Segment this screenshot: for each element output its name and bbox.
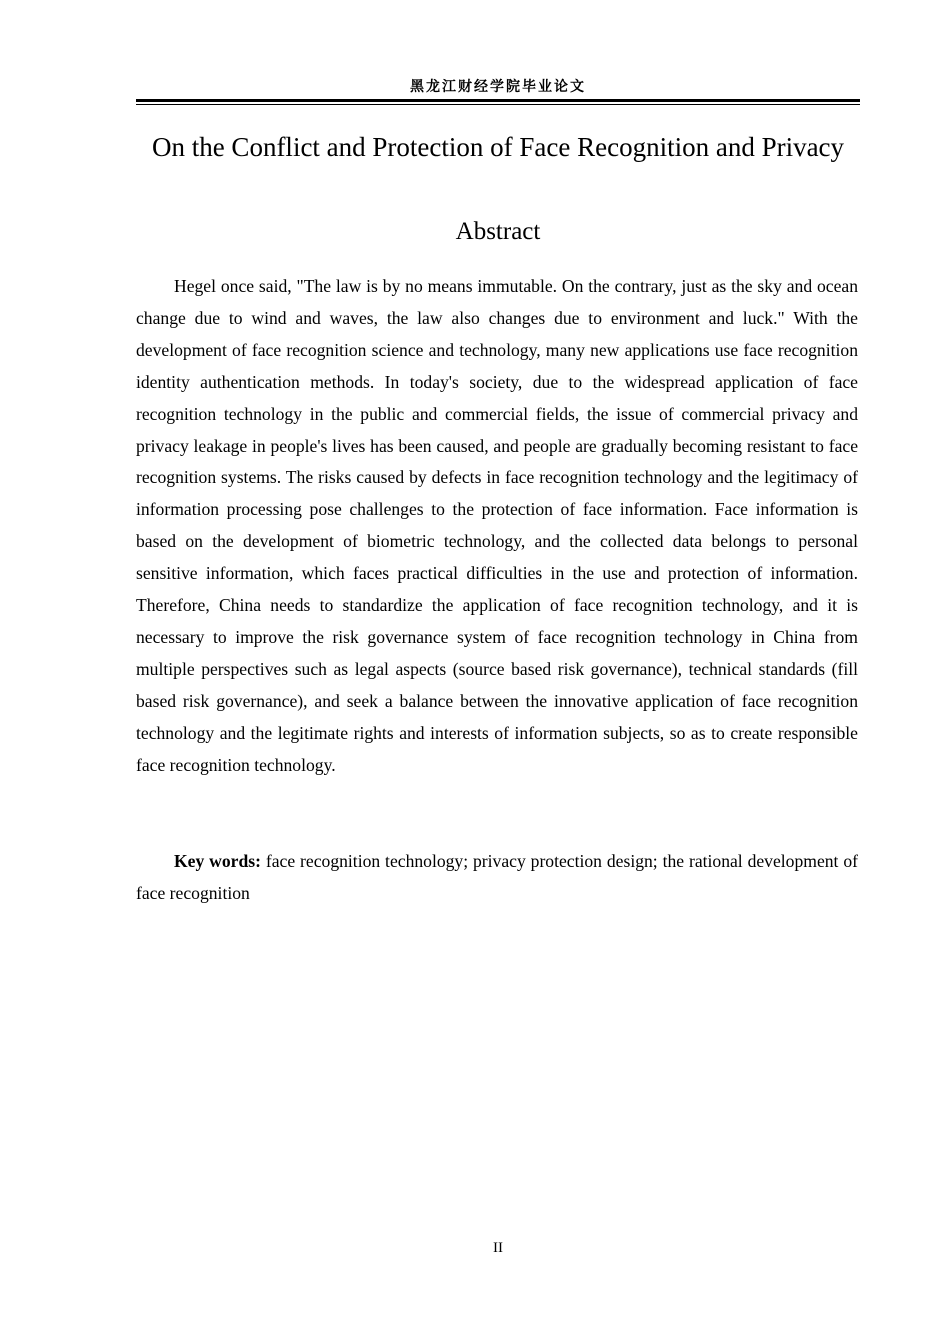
page-number: II: [493, 1240, 503, 1256]
keywords-list: face recognition technology; privacy protection design; the rational development of face recognition: [136, 851, 858, 903]
header-double-rule: [136, 99, 860, 105]
abstract-paragraph: Hegel once said, "The law is by no means immutable. On the contrary, just as the sky and ocean change due to wind and waves, the law also changes due to environment and luck." With the development of face recognition science and technology, many new applications use face recognition identity authentication methods. In today's society, due to the widespread application of face recognition technology in the public and commercial fields, the issue of commercial privacy and privacy leakage in people's lives has been caused, and people are gradually becoming resistant to face recognition systems. The risks caused by defects in face recognition technology and the legitimacy of information processing pose challenges to the protection of face information. Face information is based on the development of biometric technology, and the collected data belongs to personal sensitive information, which faces practical difficulties in the use and protection of information. Therefore, China needs to standardize the application of face recognition technology, and it is necessary to improve the risk governance system of face recognition technology in China from multiple perspectives such as legal aspects (source based risk governance), technical standards (fill based risk governance), and seek a balance between the innovative application of face recognition technology and the legitimate rights and interests of information subjects, so as to create responsible face recognition technology.: [136, 276, 858, 775]
abstract-heading: Abstract: [455, 218, 541, 245]
keywords-paragraph: [136, 845, 858, 909]
keywords-label: Key words:: [174, 851, 261, 871]
paper-title: On the Conflict and Protection of Face Recognition and Privacy: [151, 132, 845, 162]
running-header: 黑龙江财经学院毕业论文: [410, 79, 586, 95]
